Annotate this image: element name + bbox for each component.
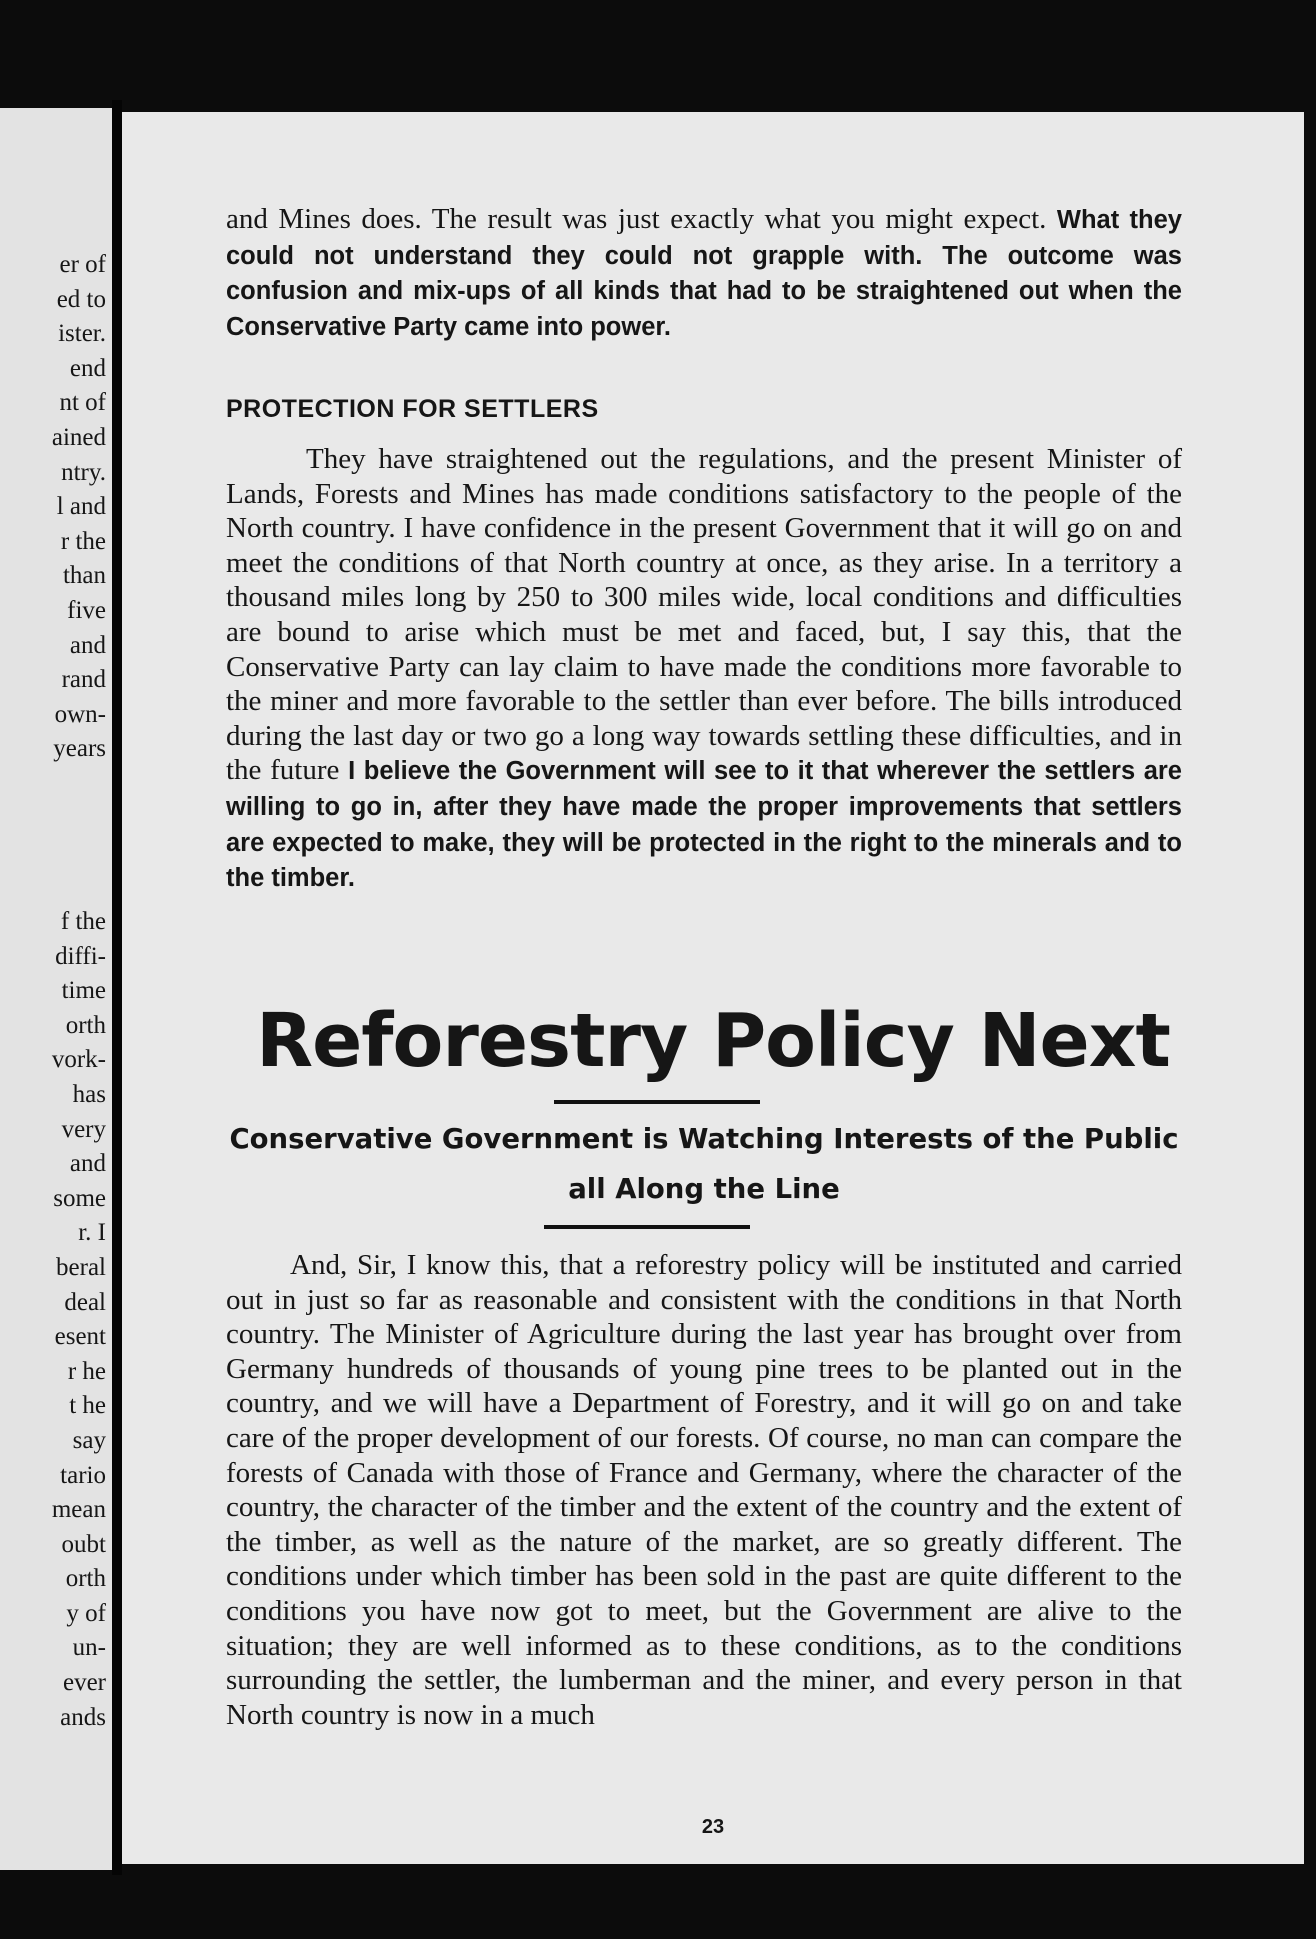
- left-page-line: some: [53, 1184, 106, 1212]
- left-page-line: nt of: [59, 389, 106, 417]
- left-page-line: deal: [64, 1288, 106, 1316]
- left-page-line: r the: [60, 527, 106, 555]
- left-page-line: years: [53, 735, 106, 763]
- left-page-line: ntry.: [61, 458, 106, 486]
- left-page-line: end: [69, 354, 106, 382]
- left-page-line: ister.: [58, 320, 106, 348]
- left-page-line: esent: [54, 1323, 106, 1351]
- left-page-line: r. I: [78, 1219, 106, 1247]
- protection-paragraph-bold: I believe the Government will see to it that wherever the settlers are willing to go in, after they have made the proper improvements that settlers are expected to make, they will be protected in the right to the minerals and to the timber.: [226, 757, 1182, 893]
- page-title: Reforestry Policy Next: [256, 998, 1170, 1084]
- left-page-line: vork-: [51, 1046, 106, 1074]
- left-page-line: rand: [61, 666, 106, 694]
- left-page-line: ands: [60, 1703, 106, 1731]
- section-heading: PROTECTION FOR SETTLERS: [226, 395, 599, 423]
- right-page: [122, 112, 1304, 1864]
- top-paragraph-bold: What they could not understand they could not grapple with. The outcome was confusion and mix-ups of all kinds that had to be straightened out when the Conservative Party came into power.: [226, 206, 1182, 341]
- left-page-line: t he: [69, 1392, 106, 1420]
- top-paragraph-regular: and Mines does. The result was just exactly what you might expect.: [226, 203, 1057, 235]
- title-divider: [554, 1100, 760, 1104]
- left-page-line: beral: [56, 1253, 106, 1281]
- left-page-line: and: [69, 631, 106, 659]
- left-page-lines-bottom: [0, 905, 106, 1735]
- left-page-line: r he: [67, 1357, 106, 1385]
- left-page-line: and: [69, 1150, 106, 1178]
- left-page-line: say: [72, 1426, 106, 1454]
- subtitle-line-1: Conservative Government is Watching Interests of the Public: [229, 1123, 1179, 1155]
- left-page-fragment: [0, 108, 112, 1870]
- reforestry-paragraph: And, Sir, I know this, that a reforestry policy will be instituted and carried out in just so far as reasonable and consistent with the conditions in that North country. The Minister of Agriculture during the last year has brought over from Germany hundreds of thousands of young pine trees to be planted out in the country, and we will have a Department of Forestry, and it will go on and take care of the proper development of our forests. Of course, no man can compare the forests of Canada with those of France and Germany, where the character of the country, the character of the timber and the extent of the country and the extent of the timber, as well as the nature of the market, are so greatly different. The conditions under which timber has been sold in the past are quite different to the conditions you have now got to meet, but the Government are alive to the situation; they are well informed as to these conditions, as to the conditions surrounding the settler, the lumberman and the miner, and every person in that North country is now in a much: [226, 1249, 1182, 1731]
- left-page-line: ed to: [56, 285, 106, 313]
- left-page-line: er of: [59, 251, 106, 278]
- subtitle: [226, 1114, 1182, 1214]
- protection-paragraph-regular: They have straightened out the regulations, and the present Minister of Lands, Forests and Mines has made conditions satisfactory to the people of the North country. I have confidence in the present Government that it will go on and meet the conditions of that North country at once, as they arise. In a territory a thousand miles long by 250 to 300 miles wide, local conditions and difficulties are bound to arise which must be met and faced, but, I say this, that the Conservative Party can lay claim to have made the conditions more favorable to the miner and more favorable to the settler than ever before. The bills introduced during the last day or two go a long way towards settling these difficulties, and in the future: [226, 443, 1182, 787]
- left-page-line: un-: [72, 1634, 106, 1662]
- subtitle-divider: [544, 1225, 750, 1229]
- left-page-line: very: [61, 1115, 106, 1143]
- left-page-line: diffi-: [55, 942, 106, 970]
- left-page-line: has: [72, 1080, 106, 1108]
- left-page-line: tario: [60, 1461, 106, 1489]
- left-page-line: five: [67, 596, 106, 624]
- page-number: 23: [701, 1816, 725, 1838]
- protection-paragraph: [226, 442, 1182, 896]
- left-page-line: orth: [65, 1011, 106, 1039]
- left-page-line: oubt: [61, 1530, 106, 1558]
- left-page-line: f the: [60, 908, 106, 935]
- left-page-line: than: [62, 562, 106, 590]
- left-page-line: ever: [62, 1669, 106, 1697]
- left-page-line: orth: [65, 1565, 106, 1593]
- left-page-line: y of: [66, 1599, 106, 1627]
- left-page-line: time: [61, 977, 106, 1005]
- left-page-line: ained: [51, 423, 106, 451]
- left-page-line: own-: [54, 700, 106, 728]
- book-gutter: [112, 100, 122, 1875]
- top-paragraph: [226, 202, 1182, 344]
- left-page-lines-top: [0, 248, 106, 767]
- left-page-line: l and: [56, 493, 106, 521]
- left-page-line: mean: [51, 1496, 106, 1524]
- subtitle-line-2: all Along the Line: [568, 1173, 840, 1205]
